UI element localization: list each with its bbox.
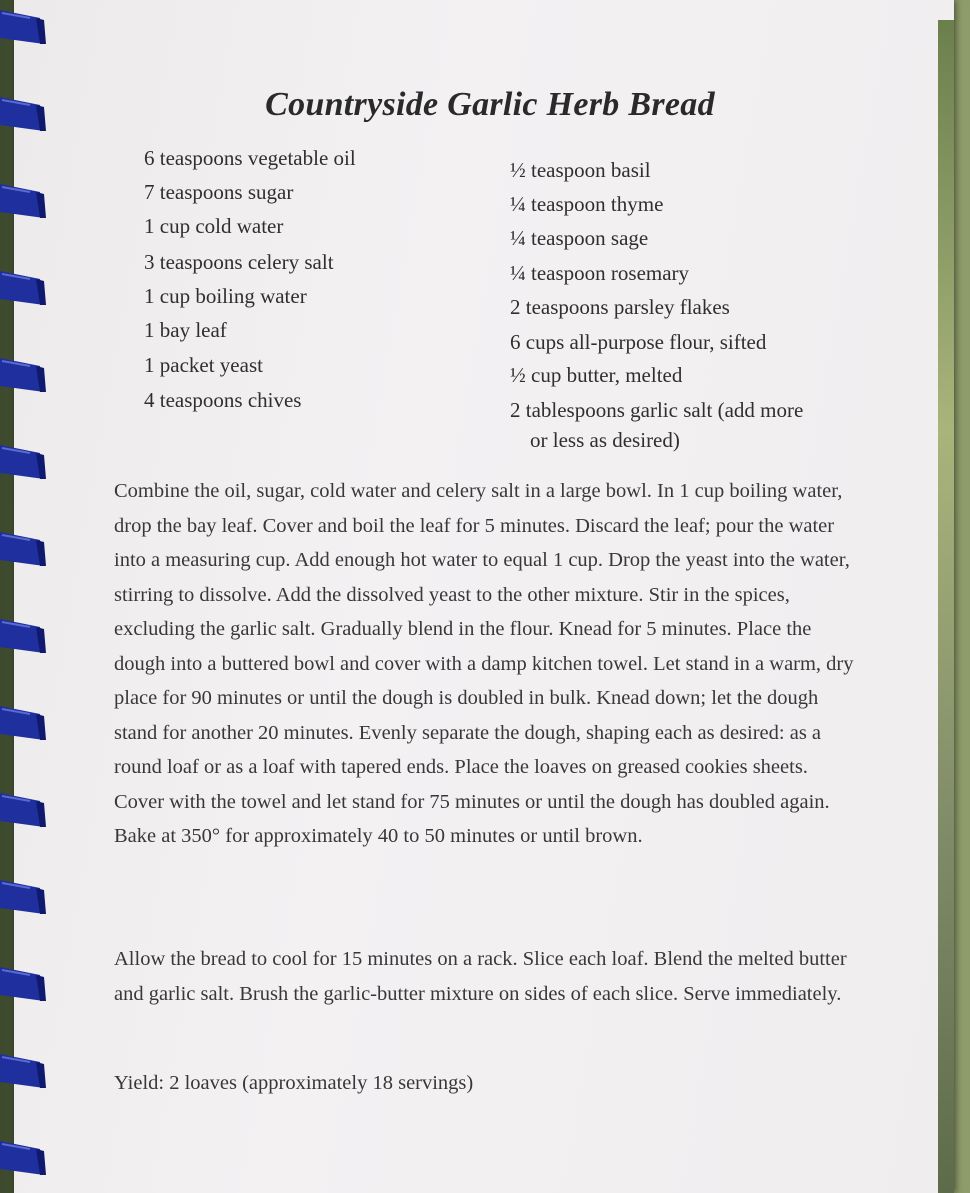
ingredient-item: or less as desired) bbox=[530, 428, 680, 452]
ingredient-item: 2 teaspoons parsley flakes bbox=[510, 295, 730, 319]
binding-coil bbox=[0, 1048, 52, 1092]
binding-coil bbox=[0, 526, 52, 570]
yield-text: Yield: 2 loaves (approximately 18 servings) bbox=[114, 1072, 474, 1094]
recipe-title: Countryside Garlic Herb Bread bbox=[265, 86, 715, 123]
ingredient-item: 1 cup cold water bbox=[144, 214, 284, 238]
ingredient-item: 4 teaspoons chives bbox=[144, 388, 302, 412]
directions-paragraph: Allow the bread to cool for 15 minutes on a rack. Slice each loaf. Blend the melted butter and garlic salt. Brush the garlic-butter mixture on sides of each slice. Serve immediately. bbox=[114, 948, 847, 1005]
ingredient-item: 1 bay leaf bbox=[144, 318, 227, 342]
binding-coil bbox=[0, 874, 52, 918]
ingredient-item: ¼ teaspoon sage bbox=[510, 226, 649, 250]
binding-coil bbox=[0, 352, 52, 396]
binding-coil bbox=[0, 4, 52, 48]
cover-edge bbox=[938, 20, 954, 1193]
binding-coil bbox=[0, 700, 52, 744]
binding-coil bbox=[0, 178, 52, 222]
binding-coil bbox=[0, 961, 52, 1005]
ingredient-item: ½ cup butter, melted bbox=[510, 363, 683, 387]
ingredient-item: 7 teaspoons sugar bbox=[144, 180, 294, 204]
ingredient-item: ¼ teaspoon rosemary bbox=[510, 261, 690, 285]
binding-coil bbox=[0, 439, 52, 483]
ingredient-item: 2 tablespoons garlic salt (add more bbox=[510, 398, 804, 422]
ingredient-item: ¼ teaspoon thyme bbox=[510, 192, 664, 216]
ingredient-item: ½ teaspoon basil bbox=[510, 158, 651, 182]
ingredient-item: 6 cups all-purpose flour, sifted bbox=[510, 330, 767, 354]
directions-paragraph: Combine the oil, sugar, cold water and celery salt in a large bowl. In 1 cup boiling water, drop the bay leaf. Cover and boil the leaf for 5 minutes. Discard the leaf; pour the water into a measuring cup. Add enough hot water to equal 1 cup. Drop the yeast into the water, stirring to dissolve. Add the dissolved yeast to the other mixture. Stir in the spices, excluding the garlic salt. Gradually blend in the flour. Knead for 5 minutes. Place the dough into a buttered bowl and cover with a damp kitchen towel. Let stand in a warm, dry place for 90 minutes or until the dough is doubled in bulk. Knead down; let the dough stand for another 20 minutes. Evenly separate the dough, shaping each as desired: as a round loaf or as a loaf with tapered ends. Place the loaves on greased cookies sheets. Cover with the towel and let stand for 75 minutes or until the dough has doubled again. Bake at 350° for approximately 40 to 50 minutes or until brown. bbox=[114, 480, 854, 847]
binding-coil bbox=[0, 787, 52, 831]
binding-coil bbox=[0, 613, 52, 657]
binding-coil bbox=[0, 1135, 52, 1179]
ingredient-item: 6 teaspoons vegetable oil bbox=[144, 146, 356, 170]
ingredient-item: 1 cup boiling water bbox=[144, 284, 307, 308]
ingredient-item: 1 packet yeast bbox=[144, 353, 263, 377]
ingredient-item: 3 teaspoons celery salt bbox=[144, 250, 334, 274]
binding-coil bbox=[0, 265, 52, 309]
